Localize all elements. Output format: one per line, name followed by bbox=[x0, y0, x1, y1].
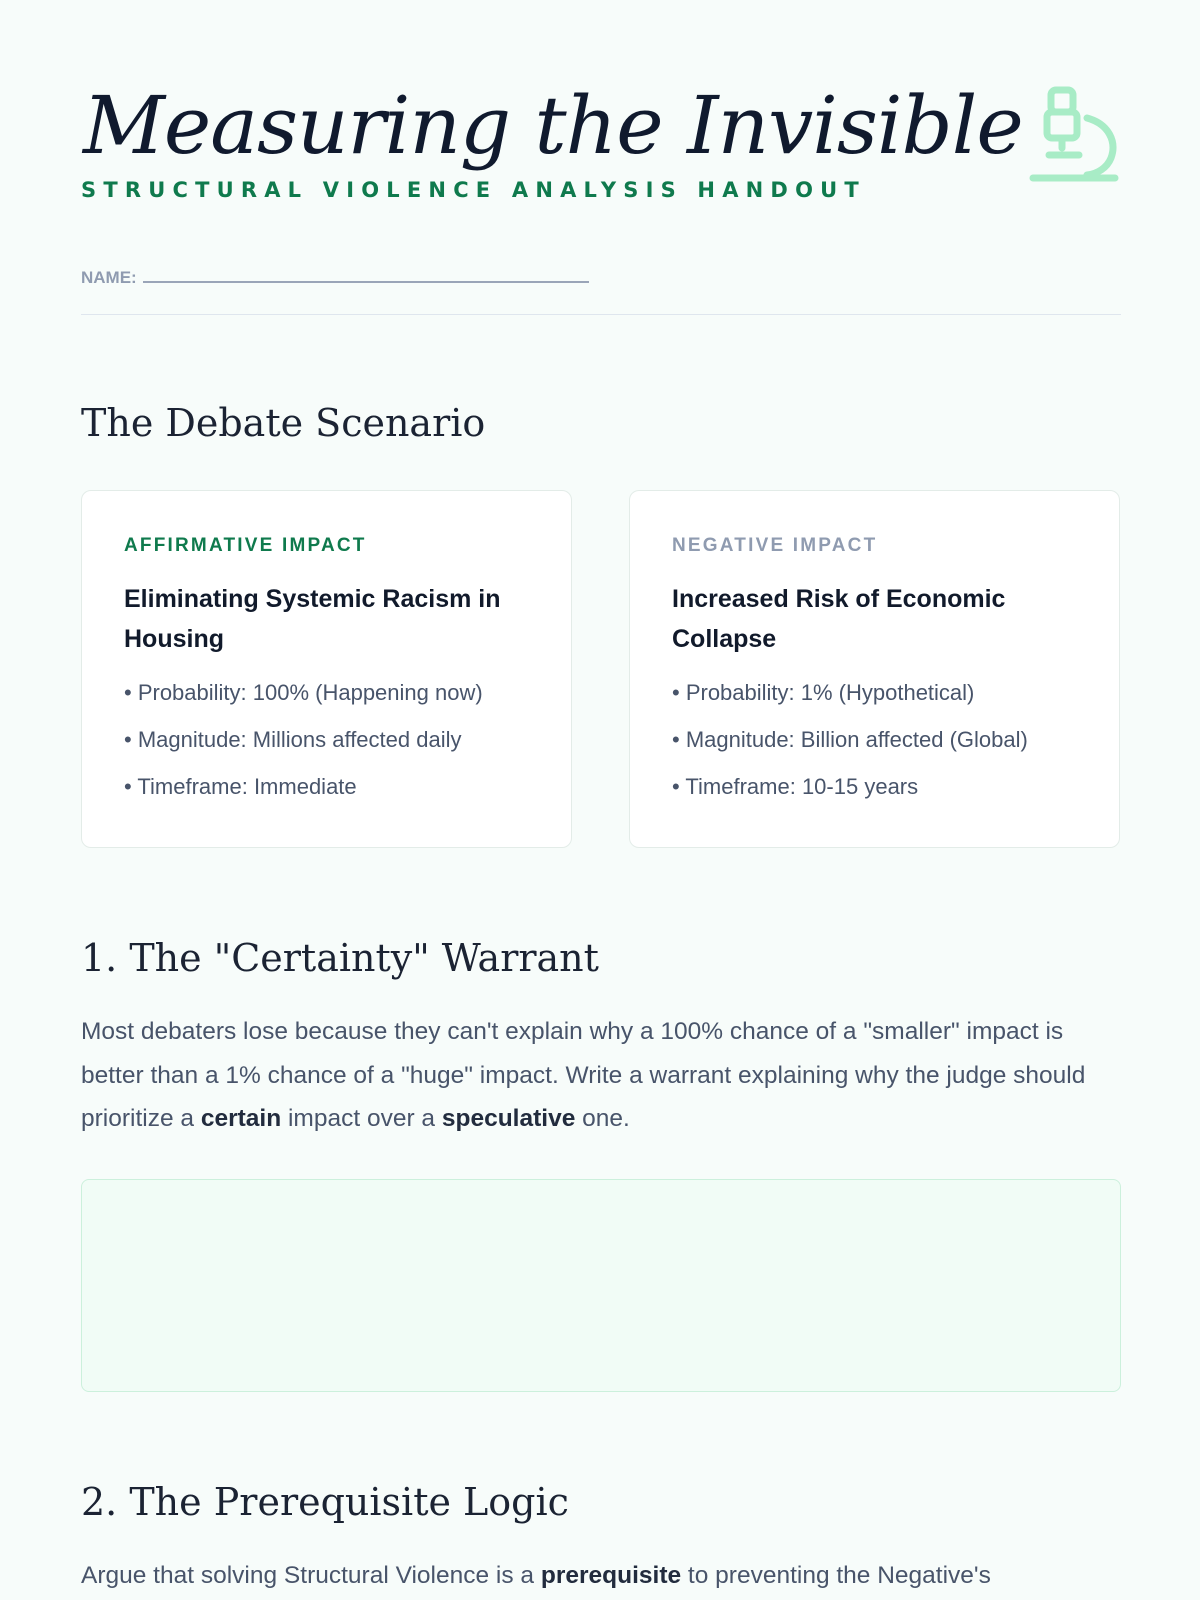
header-divider bbox=[81, 314, 1121, 315]
section1-answer-box[interactable] bbox=[81, 1179, 1121, 1392]
section1-text: impact over a bbox=[281, 1105, 442, 1132]
negative-card bbox=[629, 490, 1120, 848]
affirmative-point: • Probability: 100% (Happening now) bbox=[124, 680, 483, 705]
name-field[interactable] bbox=[81, 268, 1121, 288]
scenario-cards bbox=[81, 490, 1121, 848]
section2-prompt bbox=[81, 1554, 1126, 1598]
section1-emphasis-speculative: speculative bbox=[441, 1105, 576, 1132]
section2-text: to preventing the Negative's bbox=[681, 1562, 991, 1589]
negative-point: • Magnitude: Billion affected (Global) bbox=[672, 727, 1028, 752]
handout-page bbox=[81, 0, 1121, 1600]
negative-kicker: NEGATIVE IMPACT bbox=[672, 535, 878, 556]
affirmative-point: • Magnitude: Millions affected daily bbox=[124, 727, 462, 752]
affirmative-kicker: AFFIRMATIVE IMPACT bbox=[124, 535, 367, 556]
page-title: Measuring the Invisible bbox=[83, 79, 1023, 172]
name-blank-line[interactable] bbox=[143, 269, 589, 283]
name-label: NAME: bbox=[81, 268, 137, 287]
negative-title: Increased Risk of Economic Collapse bbox=[672, 585, 1006, 653]
microscope-icon bbox=[1029, 84, 1121, 184]
affirmative-point: • Timeframe: Immediate bbox=[124, 774, 357, 799]
section2-emphasis-prerequisite: prerequisite bbox=[540, 1562, 682, 1589]
page-subtitle: STRUCTURAL VIOLENCE ANALYSIS HANDOUT bbox=[81, 178, 866, 202]
scenario-heading: The Debate Scenario bbox=[81, 401, 486, 445]
header bbox=[81, 78, 1121, 208]
section1-prompt bbox=[81, 1010, 1126, 1141]
section1-heading: 1. The "Certainty" Warrant bbox=[81, 936, 599, 980]
section1-text: one. bbox=[575, 1105, 630, 1132]
section2-text: Argue that solving Structural Violence is a bbox=[81, 1562, 541, 1589]
negative-point: • Probability: 1% (Hypothetical) bbox=[672, 680, 975, 705]
section1-emphasis-certain: certain bbox=[200, 1105, 282, 1132]
affirmative-title: Eliminating Systemic Racism in Housing bbox=[124, 585, 501, 653]
section2-heading: 2. The Prerequisite Logic bbox=[81, 1480, 569, 1524]
affirmative-card bbox=[81, 490, 572, 848]
negative-point: • Timeframe: 10-15 years bbox=[672, 774, 919, 799]
section1-text: Most debaters lose because they can't explain why a 100% chance of a "smaller" impact is better than a 1% chance of a "huge" impact. Write a warrant explaining why the judge should prioritize a bbox=[81, 1018, 1086, 1132]
